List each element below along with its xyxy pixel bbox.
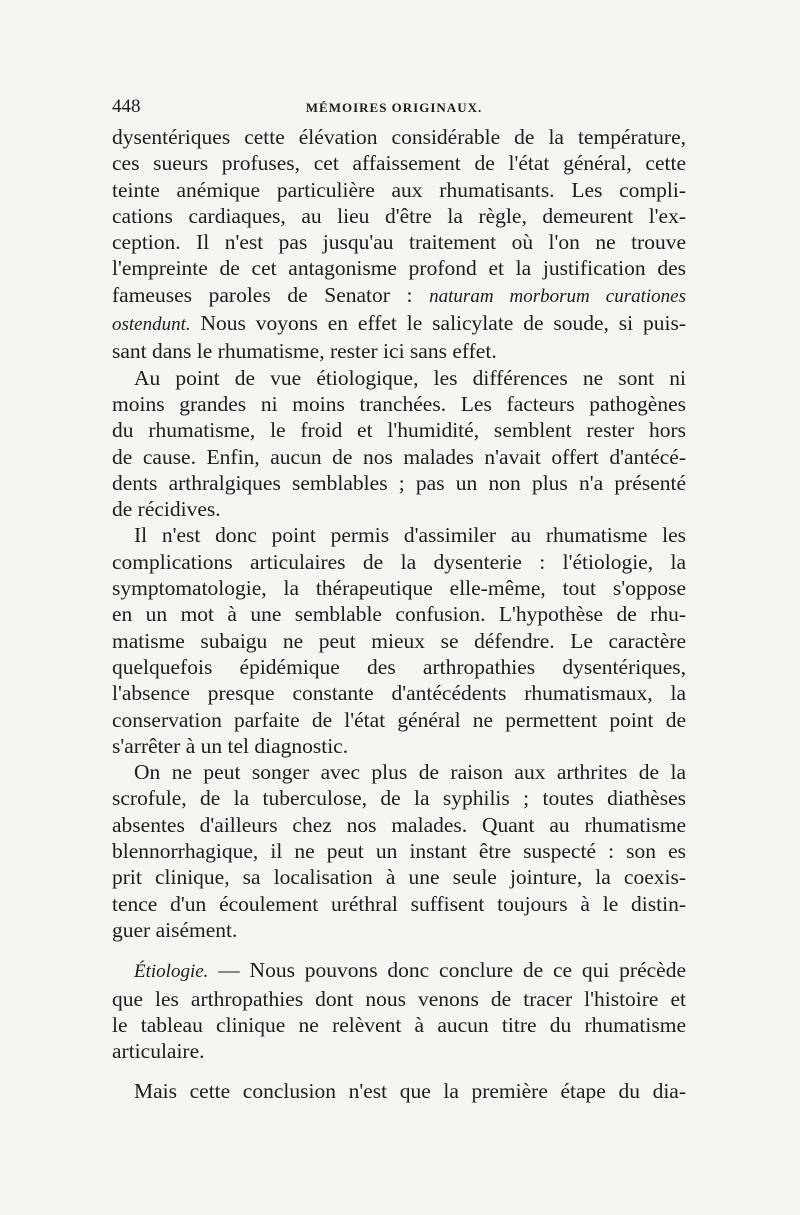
italic-quote: ostendunt. (112, 314, 191, 336)
text-line: Il n'est donc point permis d'assimiler au rhumatisme les (134, 523, 686, 548)
paragraph-2 (112, 365, 686, 523)
text-line (112, 957, 686, 985)
text-line: de récidives. (112, 497, 221, 522)
paragraph-3 (112, 522, 686, 759)
text-line: en un mot à une semblable confusion. L'hypothèse de rhu- (112, 602, 686, 627)
text-line: du rhumatisme, le froid et l'humidité, semblent rester hors (112, 418, 686, 443)
italic-quote: naturam morborum curationes (429, 285, 686, 307)
page-number: 448 (112, 96, 141, 117)
text-line: moins grandes ni moins tranchées. Les facteurs pathogènes (112, 391, 686, 416)
text-line: cations cardiaques, au lieu d'être la règle, demeurent l'ex- (112, 203, 686, 228)
text-line: que les arthropathies dont nous venons de tracer l'histoire et (112, 986, 686, 1011)
text-line: guer aisément. (112, 917, 238, 942)
text-line: ces sueurs profuses, cet affaissement de l'état général, cette (112, 151, 686, 176)
text-line: quelquefois épidémique des arthropathies dysentériques, (112, 654, 686, 679)
text-line: absentes d'ailleurs chez nos malades. Quant au rhumatisme (112, 812, 686, 837)
text-line: matisme subaigu ne peut mieux se défendre. Le caractère (112, 628, 686, 653)
text-line: sant dans le rhumatisme, rester ici sans effet. (112, 339, 497, 364)
text-line: l'empreinte de cet antagonisme profond et la justification des (112, 256, 686, 281)
text-line: ception. Il n'est pas jusqu'au traitement où l'on ne trouve (112, 230, 686, 255)
text-line: articulaire. (112, 1039, 205, 1064)
text-line: symptomatologie, la thérapeutique elle-même, tout s'oppose (112, 576, 686, 601)
text-line: de cause. Enfin, aucun de nos malades n'avait offert d'antécé- (112, 444, 686, 469)
section-heading: Étiologie. (134, 961, 209, 983)
text-line: teinte anémique particulière aux rhumatisants. Les compli- (112, 177, 686, 202)
text-line: complications articulaires de la dysenterie : l'étiologie, la (112, 549, 686, 574)
text-line: dysentériques cette élévation considérable de la température, (112, 125, 686, 149)
text-line: Mais cette conclusion n'est que la première étape du dia- (134, 1079, 686, 1104)
text-line: Au point de vue étiologique, les différences ne sont ni (134, 365, 686, 390)
text-line: le tableau clinique ne relèvent à aucun titre du rhumatisme (112, 1012, 686, 1037)
text-line: conservation parfaite de l'état général ne permettent point de (112, 707, 686, 732)
paragraph-4 (112, 759, 686, 943)
text-line: s'arrêter à un tel diagnostic. (112, 733, 349, 758)
page (112, 96, 686, 1105)
paragraph-1 (112, 124, 686, 365)
text-line: prit clinique, sa localisation à une seule jointure, la coexis- (112, 865, 686, 890)
text-run: Nous voyons en effet le salicylate de soude, si puis- (190, 311, 686, 336)
page-body (112, 124, 686, 1105)
text-line: tence d'un écoulement uréthral suffisent toujours à le distin- (112, 891, 686, 916)
paragraph-6 (112, 1078, 686, 1104)
text-run: fameuses paroles de Senator : (112, 282, 413, 307)
text-line: l'absence presque constante d'antécédents rhumatismaux, la (112, 681, 686, 706)
text-line: dents arthralgiques semblables ; pas un non plus n'a présenté (112, 470, 686, 495)
text-line (112, 310, 686, 338)
text-run: — Nous pouvons donc conclure de ce qui précède (208, 958, 686, 983)
text-line (112, 282, 686, 310)
paragraph-5 (112, 957, 686, 1064)
running-title: MÉMOIRES ORIGINAUX. (305, 100, 483, 115)
text-line: On ne peut songer avec plus de raison aux arthrites de la (134, 760, 686, 785)
page-header (112, 96, 686, 124)
text-line: scrofule, de la tuberculose, de la syphilis ; toutes diathèses (112, 786, 686, 811)
text-line: blennorrhagique, il ne peut un instant être suspecté : son es (112, 839, 686, 864)
